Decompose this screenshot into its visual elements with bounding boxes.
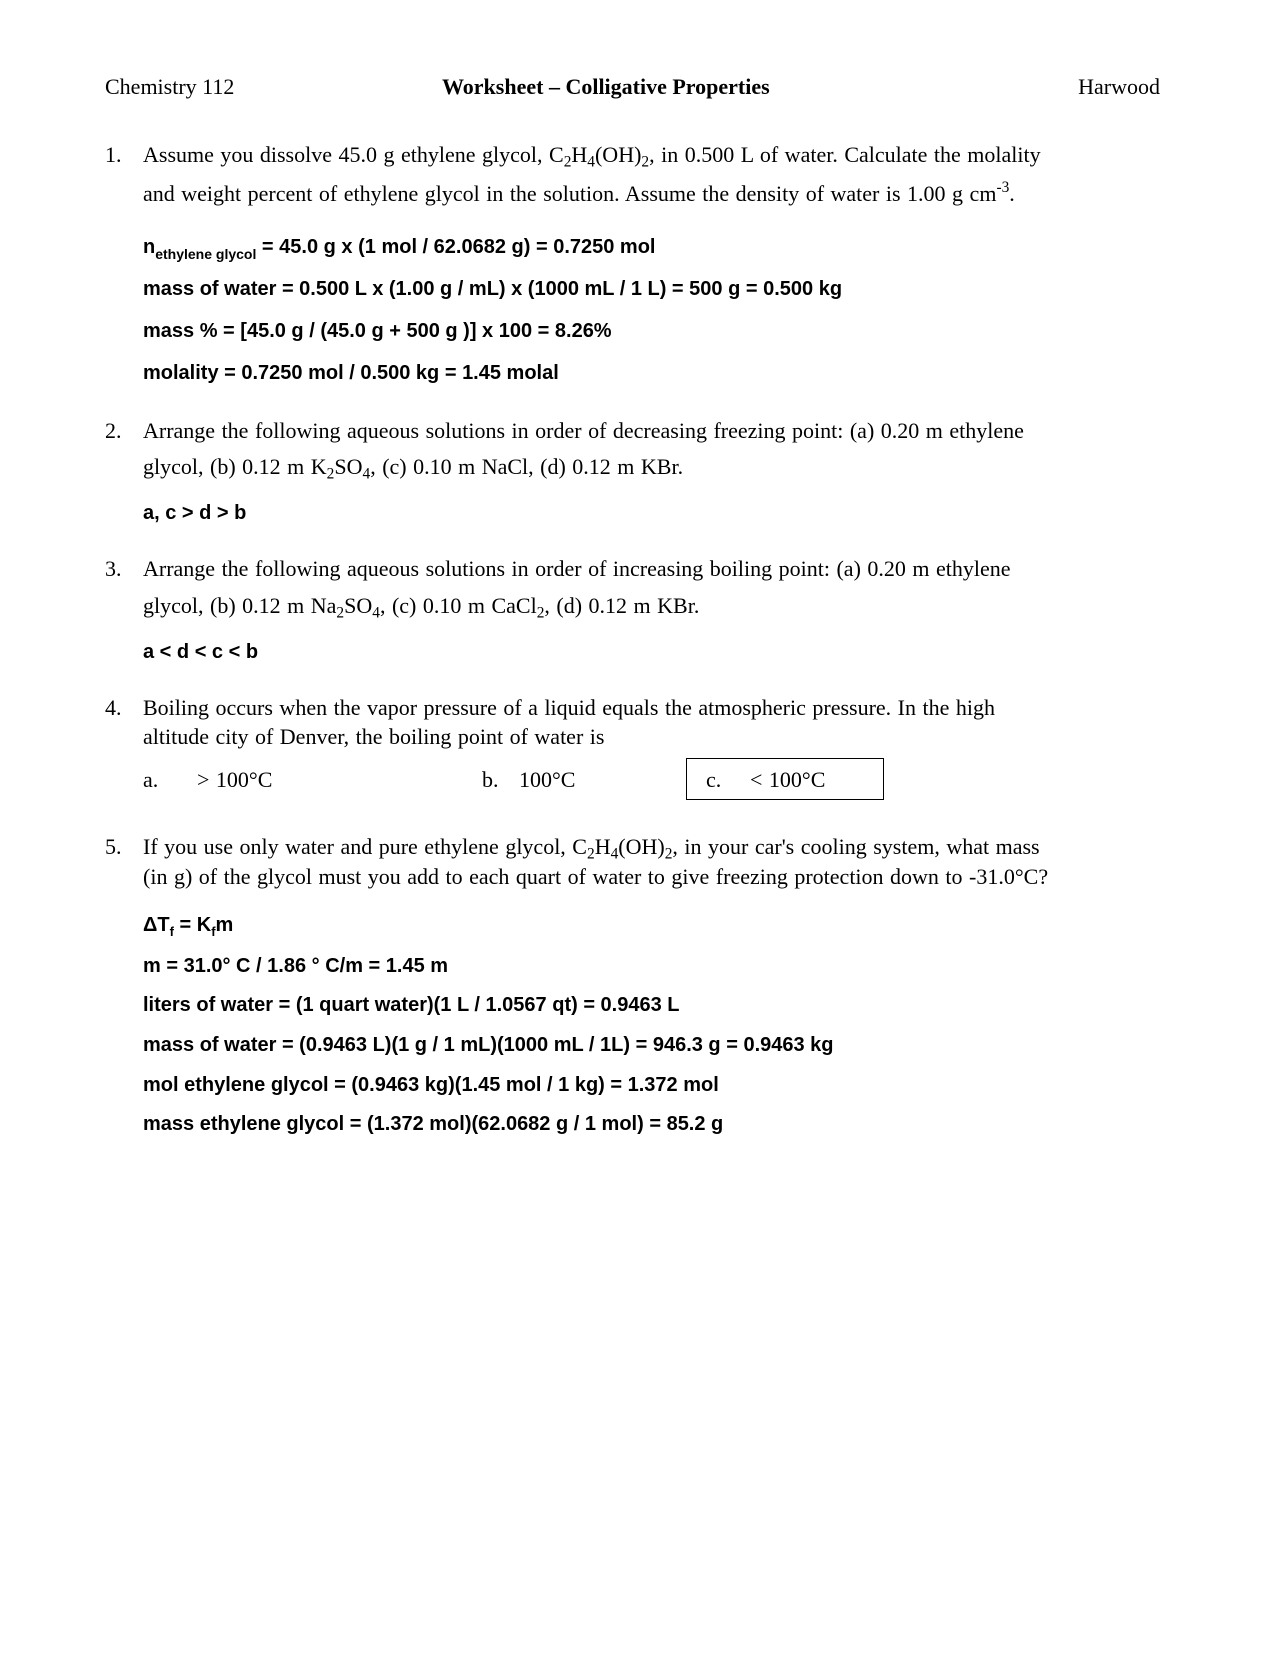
question-text-line-1: Boiling occurs when the vapor pressure of a liquid equals the atmospheric pressure. In the high [143,695,995,720]
choice-b-label: b. [482,767,499,792]
choice-b-text: 100°C [519,767,576,792]
answer-line: $n_{ethylene glycol} = 45.0$ g x (1 mol / 62.0682 g) = 0.7250 mol [143,236,656,262]
answer-line: m = 31.0° C / 1.86 ° C/m = 1.45 m [143,955,449,977]
choice-a-text: > 100°C [197,767,273,792]
question-number: 1. [105,142,122,167]
question-number: 4. [105,695,122,720]
choice-c-text: < 100°C [750,767,826,792]
answer-line: mass of water = (0.9463 L)(1 g / 1 mL)(1000 mL / 1L) = 946.3 g = 0.9463 kg [143,1034,834,1056]
question-text-line-2: glycol, (b) 0.12 m $Na_2SO_4$, (c) 0.10 m CaCl$_2$, (d) 0.12 m KBr. [143,593,700,622]
question-number: 5. [105,834,122,859]
question-text-line-1: If you use only water and pure ethylene glycol, $C_2H_4(OH)_2$, in your car's cooling system, what mass [143,834,1040,863]
question-number: 2. [105,418,122,443]
question-number: 3. [105,556,122,581]
question-text-line-2: altitude city of Denver, the boiling point of water is [143,724,605,749]
answer-line: mass ethylene glycol = (1.372 mol)(62.0682 g / 1 mol) = 85.2 g [143,1113,724,1135]
answer-line: mass % = [45.0 g / (45.0 g + 500 g )] x 100 = 8.26% [143,320,612,342]
answer-line: a < d < c < b [143,641,259,663]
answer-line: $\Delta T_f = K_fm$ [143,914,234,939]
page-header [105,74,1160,108]
course-name: Chemistry 112 [105,74,235,99]
answer-line: molality = 0.7250 mol / 0.500 kg = 1.45 molal [143,362,559,384]
choice-c-label: c. [706,767,722,792]
question-text-line-2: glycol, (b) 0.12 m $K_2SO_4$, (c) 0.10 m NaCl, (d) 0.12 m KBr. [143,454,684,483]
answer-line: a, c > d > b [143,502,247,524]
answer-line: mol ethylene glycol = (0.9463 kg)(1.45 mol / 1 kg) = 1.372 mol [143,1074,719,1096]
choice-a-label: a. [143,767,159,792]
answer-line: mass of water = 0.500 L x (1.00 g / mL) x (1000 mL / 1 L) = 500 g = 0.500 kg [143,278,843,300]
author-name: Harwood [1078,74,1160,99]
question-text-line-1: Arrange the following aqueous solutions in order of decreasing freezing point: (a) 0.20 m ethylene [143,418,1024,443]
question-text-line-1: Arrange the following aqueous solutions in order of increasing boiling point: (a) 0.20 m ethylene [143,556,1011,581]
question-text-line-1: Assume you dissolve 45.0 g ethylene glycol, $C_2H_4(OH)_2$, in 0.500 L of water. Calculate the molality [143,142,1041,171]
question-text-line-2: and weight percent of ethylene glycol in the solution. Assume the density of water is 1.00 g $cm^{-3}$. [143,178,1015,206]
worksheet-title: Worksheet – Colligative Properties [442,74,770,99]
answer-line: liters of water = (1 quart water)(1 L / 1.0567 qt) = 0.9463 L [143,994,680,1016]
question-text-line-2: (in g) of the glycol must you add to each quart of water to give freezing protection down to -31.0°C? [143,864,1049,889]
